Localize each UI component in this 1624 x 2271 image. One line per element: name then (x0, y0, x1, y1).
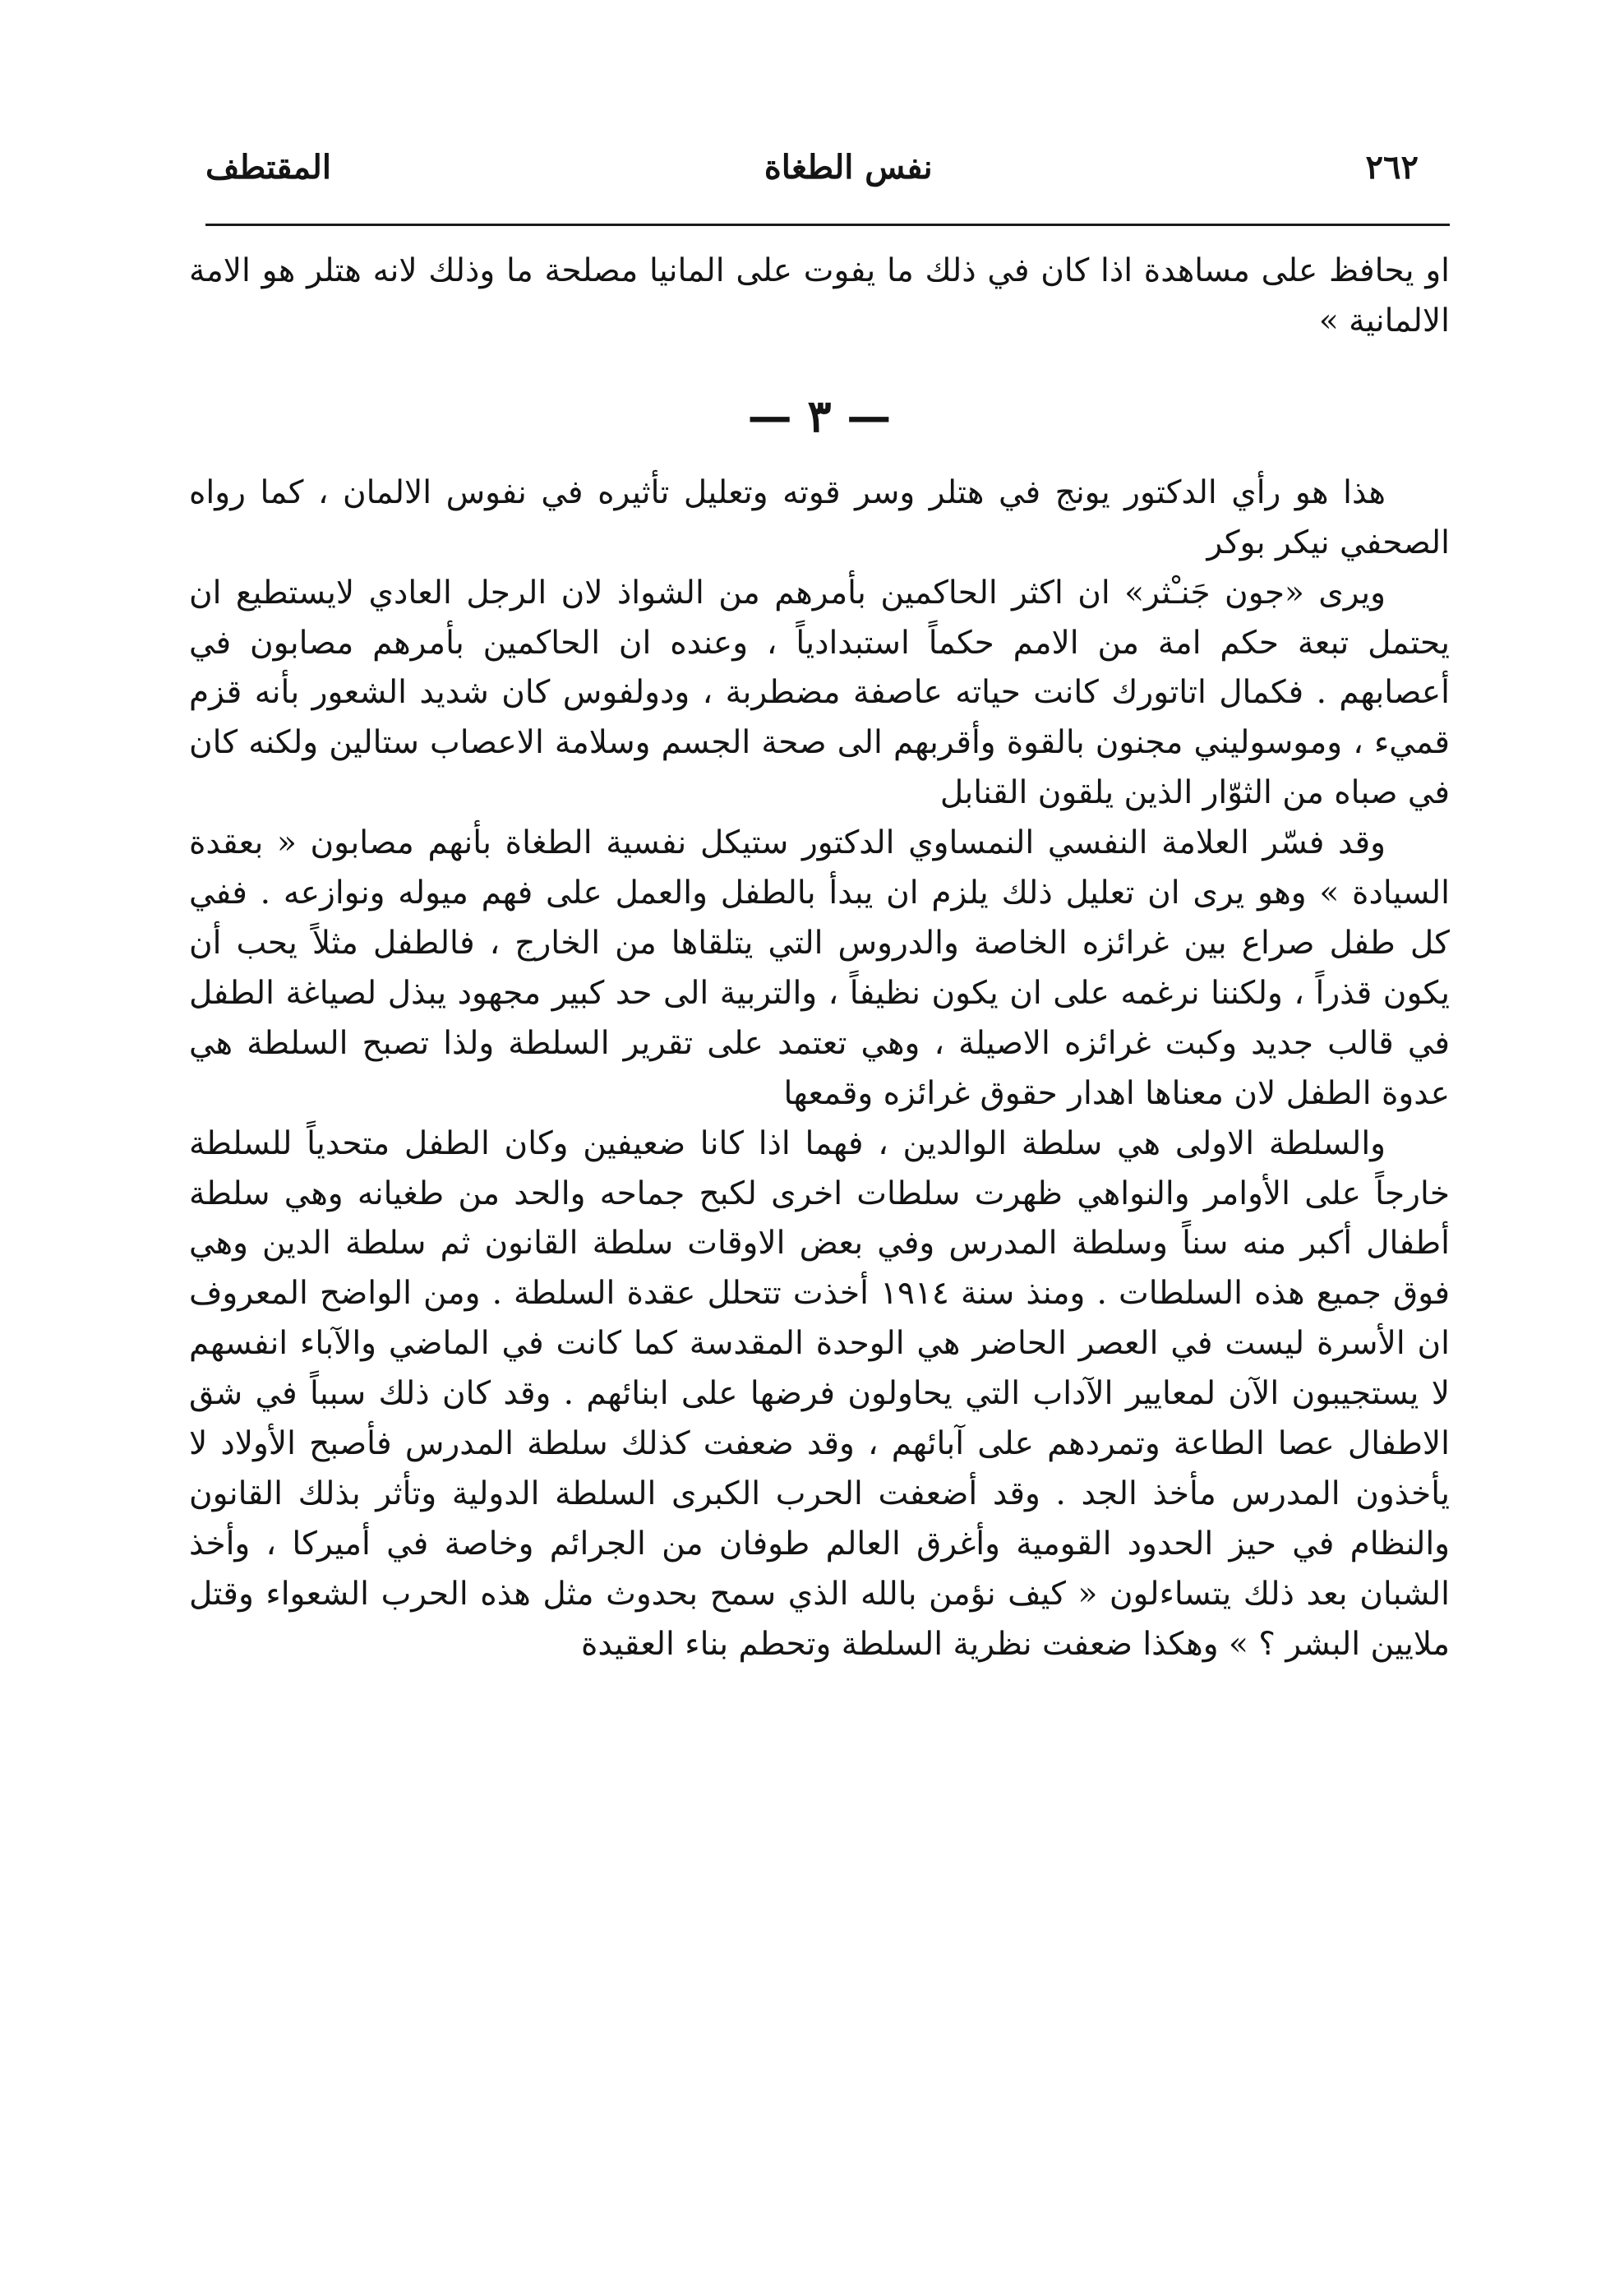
running-head (205, 138, 1419, 196)
paragraph-authority: والسلطة الاولى هي سلطة الوالدين ، فهما اذا كانا ضعيفين وكان الطفل متحدياً للسلطة خارجاً على الأوامر والنواهي ظهرت سلطات اخرى لكبح جماحه والحد من طغيانه وهي سلطة أطفال أكبر منه سناً وسلطة المدرس وفي بعض الاوقات سلطة القانون ثم سلطة الدين وهي فوق جميع هذه السلطات . ومنذ سنة ١٩١٤ أخذت تتحلل عقدة السلطة . ومن الواضح المعروف ان الأسرة ليست في العصر الحاضر هي الوحدة المقدسة كما كانت في الماضي والآباء انفسهم لا يستجيبون الآن لمعايير الآداب التي يحاولون فرضها على ابنائهم . وقد كان ذلك سبباً في شق الاطفال عصا الطاعة وتمردهم على آبائهم ، وقد ضعفت كذلك سلطة المدرس فأصبح الأولاد لا يأخذون المدرس مأخذ الجد . وقد أضعفت الحرب الكبرى السلطة الدولية وتأثر بذلك القانون والنظام في حيز الحدود القومية وأغرق العالم طوفان من الجرائم وخاصة في أميركا ، وأخذ الشبان بعد ذلك يتساءلون « كيف نؤمن بالله الذي سمح بحدوث مثل هذه الحرب الشعواء وقتل ملايين البشر ؟ » وهكذا ضعفت نظرية السلطة وتحطم بناء العقيدة (189, 1124, 1450, 1663)
section-number: — ٣ — (747, 389, 892, 442)
page-number: ٢٦٢ (1365, 147, 1419, 187)
paragraph-gunther: ويرى «جون جَنـْثر» ان اكثر الحاكمين بأمرهم من الشواذ لان الرجل العادي لايستطيع ان يحتمل تبعة حكم امة من الامم حكماً استبدادياً ، وعنده ان الحاكمين بأمرهم مصابون في أعصابهم . فكمال اتاتورك كانت حياته عاصفة مضطربة ، ودولفوس كان شديد الشعور بأنه قزم قميء ، وموسوليني مجنون بالقوة وأقربهم الى صحة الجسم وسلامة الاعصاب ستالين ولكنه كان في صباه من الثوّار الذين يلقون القنابل (189, 574, 1450, 812)
header-rule (205, 224, 1450, 226)
running-title: نفس الطغاة (764, 147, 933, 187)
paragraph-stekel: وقد فسّر العلامة النفسي النمساوي الدكتور ستيكل نفسية الطغاة بأنهم مصابون « بعقدة السيادة » وهو يرى ان تعليل ذلك يلزم ان يبدأ بالطفل والعمل على فهم ميوله ونوازعه . ففي كل طفل صراع بين غرائزه الخاصة والدروس التي يتلقاها من الخارج ، فالطفل مثلاً يحب أن يكون قذراً ، ولكننا نرغمه على ان يكون نظيفاً ، والتربية الى حد كبير مجهود يبذل لصياغة الطفل في قالب جديد وكبت غرائزه الاصيلة ، وهي تعتمد على تقرير السلطة ولذا تصبح السلطة هي عدوة الطفل لان معناها اهدار حقوق غرائزه وقمعها (189, 824, 1450, 1112)
body-text (189, 247, 1450, 1670)
paragraph-continued: او يحافظ على مساهدة اذا كان في ذلك ما يفوت على المانيا مصلحة ما وذلك لانه هتلر هو الامة الالمانية » (189, 252, 1450, 339)
paragraph-jung-opinion: هذا هو رأي الدكتور يونج في هتلر وسر قوته وتعليل تأثيره في نفوس الالمان ، كما رواه الصحفي نيكر بوكر (189, 473, 1450, 561)
journal-name: المقتطف (205, 147, 331, 187)
